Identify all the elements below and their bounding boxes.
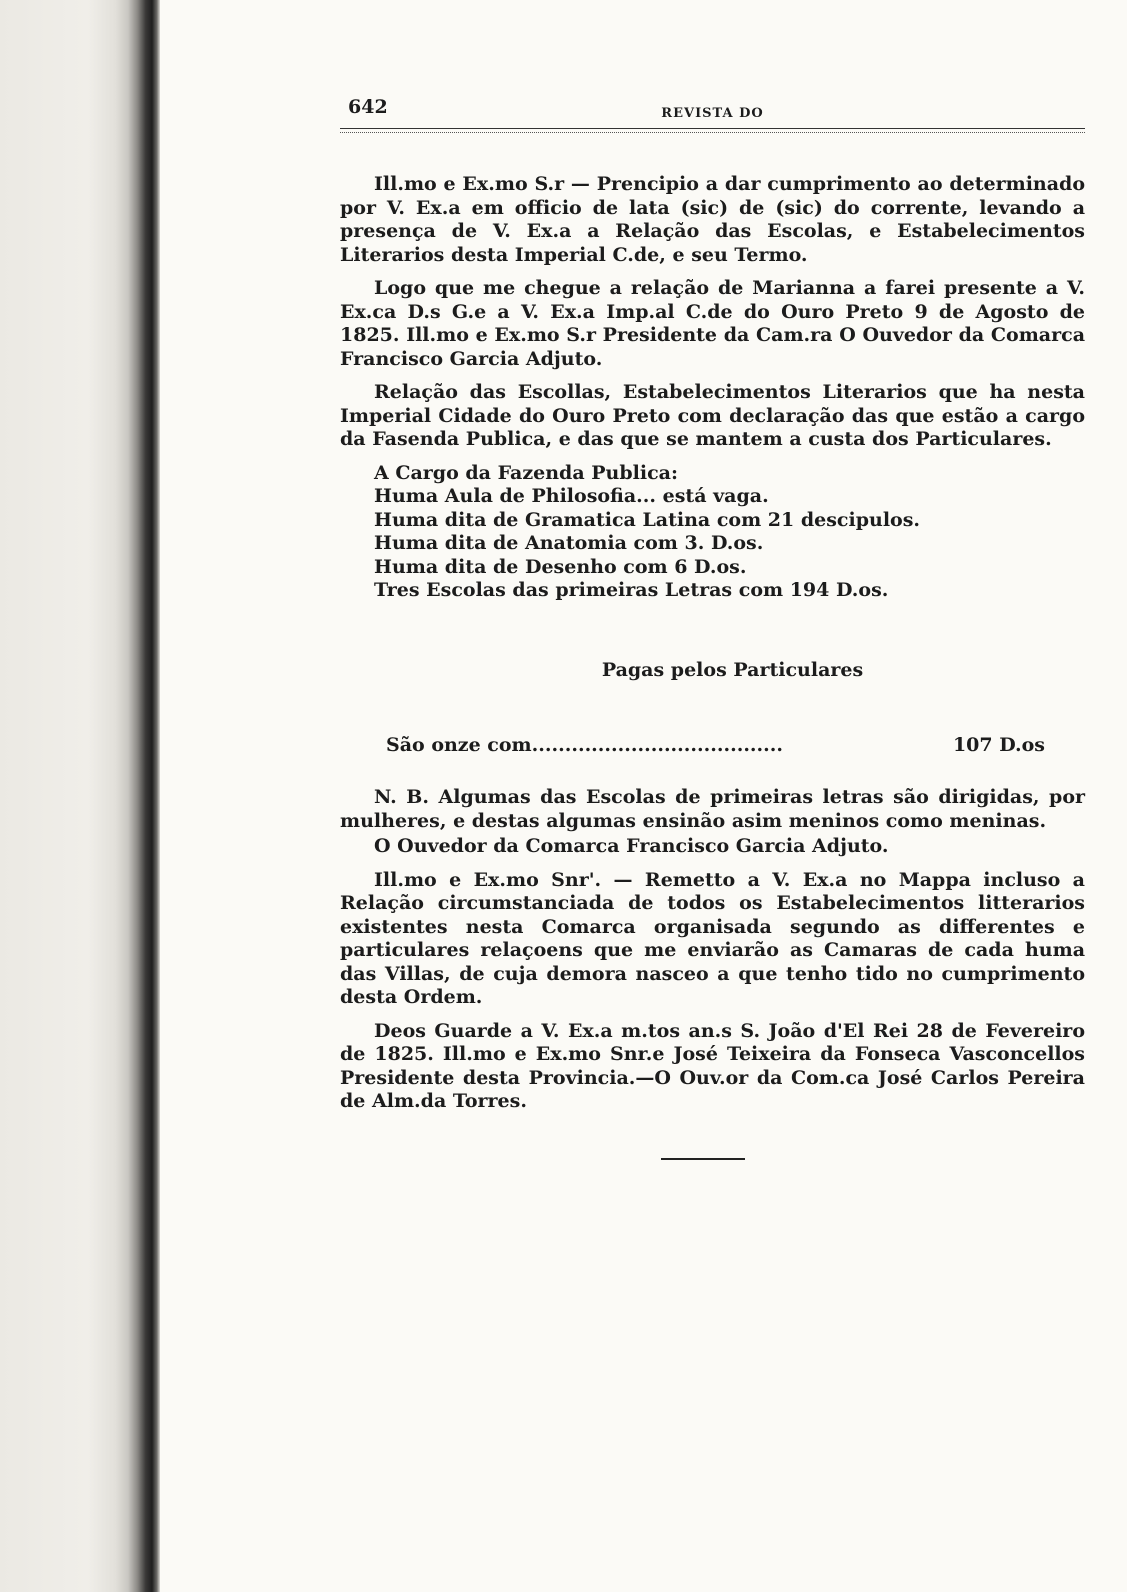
list-heading: A Cargo da Fazenda Publica: bbox=[374, 461, 678, 484]
paragraph: Logo que me chegue a relação de Marianna a farei presente a V. Ex.ca D.s G.e a V. Ex.a Imp.al C.de do Ouro Preto 9 de Agosto de 1825. Ill.mo e Ex.mo S.r Presidente da Cam.ra O Ouvedor da Comarca Francisco Garcia Adjuto. bbox=[340, 277, 1085, 370]
page-header bbox=[340, 96, 1085, 124]
book-gutter-shadow bbox=[0, 0, 160, 1592]
page-number: 642 bbox=[348, 96, 388, 118]
list-item: Huma dita de Desenho com 6 D.os. bbox=[374, 555, 747, 578]
header-rule bbox=[340, 128, 1085, 133]
section-heading: Pagas pelos Particulares bbox=[601, 658, 864, 681]
list-item: Tres Escolas das primeiras Letras com 194 D.os. bbox=[374, 579, 889, 601]
schools-list bbox=[340, 462, 1085, 603]
document-page bbox=[340, 96, 1085, 1160]
list-item: Huma dita de Anatomia com 3. D.os. bbox=[374, 532, 764, 554]
paragraph: N. B. Algumas das Escolas de primeiras letras são dirigidas, por mulheres, e destas algumas ensinão asim meninos como meninas. bbox=[340, 786, 1085, 832]
closing-rule bbox=[661, 1158, 745, 1160]
list-item: Huma dita de Gramatica Latina com 21 descipulos. bbox=[374, 508, 921, 531]
list-item: Huma Aula de Philosofia... está vaga. bbox=[374, 485, 769, 507]
paragraph: Deos Guarde a V. Ex.a m.tos an.s S. João d'El Rei 28 de Fevereiro de 1825. Ill.mo e Ex.mo Snr.e José Teixeira da Fonseca Vasconcellos Presidente desta Provincia.—O Ouv.or da Com.ca José Carlos Pereira de Alm.da Torres. bbox=[340, 1019, 1085, 1112]
signature-line: O Ouvedor da Comarca Francisco Garcia Adjuto. bbox=[374, 835, 889, 857]
paragraph: Ill.mo e Ex.mo S.r — Prencipio a dar cumprimento ao determinado por V. Ex.a em officio de lata (sic) de (sic) do corrente, levando a presença de V. Ex.a a Relação das Escolas, e Estabelecimentos Literarios desta Imperial C.de, e seu Termo. bbox=[340, 173, 1085, 266]
running-head: REVISTA DO bbox=[661, 106, 764, 121]
paragraph: Relação das Escollas, Estabelecimentos Literarios que ha nesta Imperial Cidade do Ouro Preto com declaração das que estão a cargo da Fasenda Publica, e das que se mantem a custa dos Particulares. bbox=[340, 381, 1085, 450]
paragraph: Ill.mo e Ex.mo Snr'. — Remetto a V. Ex.a no Mappa incluso a Relação circumstanciada de todos os Estabelecimentos litterarios existentes nesta Comarca organisada segundo as differentes e particulares relaçoens que me enviarão as Camaras de cada huma das Villas, de cuja demora nasceo a que tenho tido no cumprimento desta Ordem. bbox=[340, 868, 1085, 1008]
tally-total: 107 D.os bbox=[952, 734, 1045, 756]
tally-label: São onze com...................................... bbox=[386, 734, 784, 756]
tally-row bbox=[340, 734, 1085, 758]
document-body bbox=[340, 173, 1085, 1114]
